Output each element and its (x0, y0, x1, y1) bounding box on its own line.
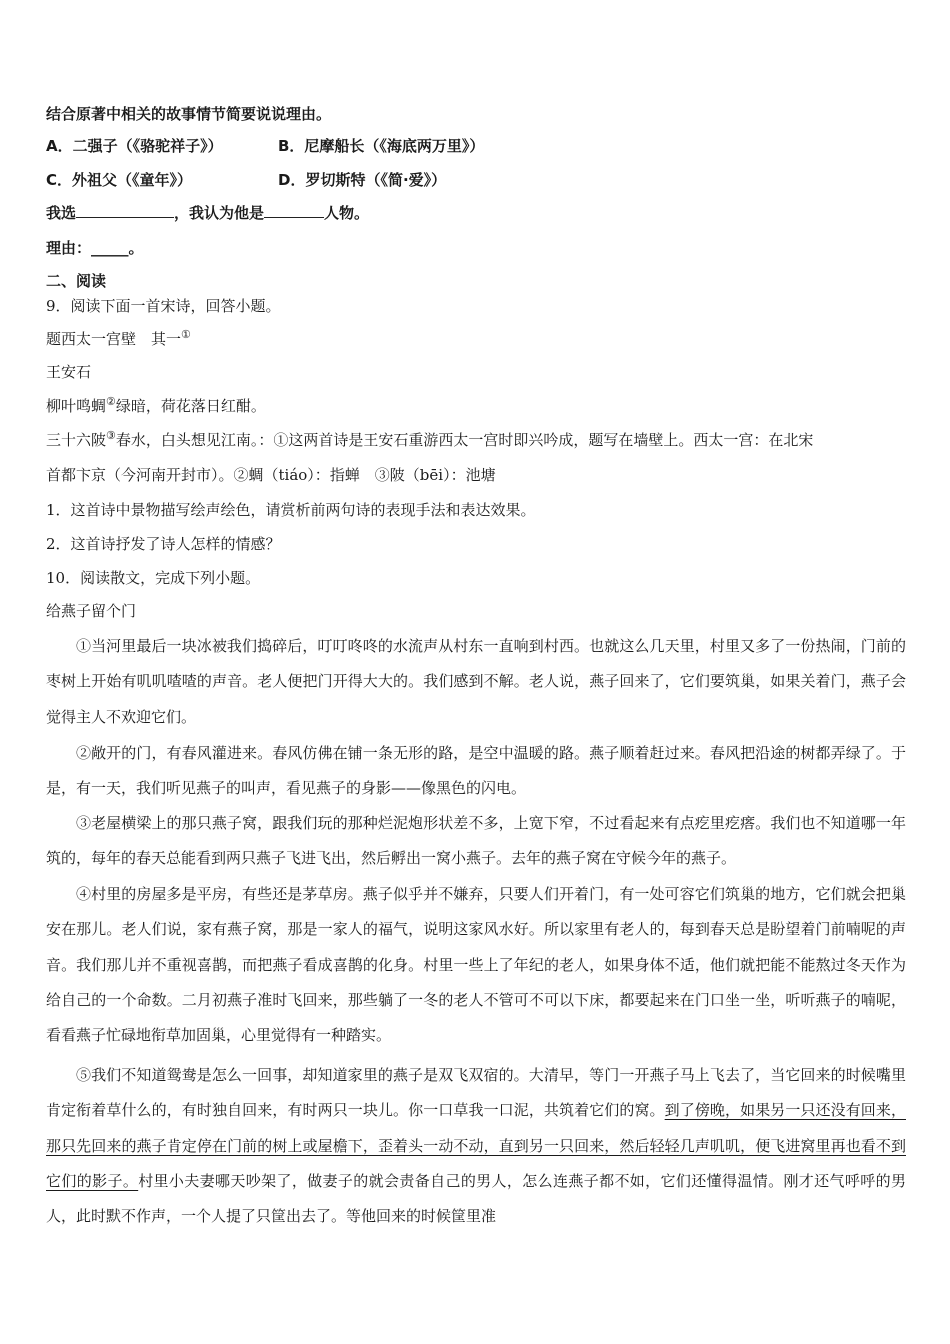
question-intro: 结合原著中相关的故事情节简要说说理由。 (46, 105, 332, 123)
poem-line-1-b: 绿暗，荷花落日红酣。 (115, 397, 266, 415)
options-row-1 (46, 136, 484, 156)
reason-suffix: 。 (128, 239, 144, 257)
poem-line-2-a: 三十六陂 (46, 431, 107, 449)
poem-author: 王安石 (46, 363, 92, 381)
answer-blank-choice[interactable] (76, 203, 174, 218)
poem-title-text: 题西太一宫壁 其一 (46, 330, 182, 348)
choose-suffix: 人物。 (324, 204, 370, 222)
option-b: B．尼摩船长（《海底两万里》） (278, 137, 485, 155)
poem-line-1-a: 柳叶鸣蜩 (46, 397, 107, 415)
question-9: 9．阅读下面一首宋诗，回答小题。 (46, 297, 281, 315)
question-10: 10．阅读散文，完成下列小题。 (46, 569, 261, 587)
poem-line-2-b: 春水，白头想见江南。：①这两首诗是王安石重游西太一宫时即兴吟成，题写在墙壁上。西太一宫：在北宋 (115, 431, 814, 449)
essay-paragraph-3: ③老屋横梁上的那只燕子窝，跟我们玩的那种烂泥炮形状差不多，上宽下窄，不过看起来有点疙里疙瘩。我们也不知道哪一年筑的，每年的春天总能看到两只燕子飞进飞出，然后孵出一窝小燕子。去年的燕子窝在守候今年的燕子。 (46, 814, 906, 868)
options-row-2 (46, 170, 446, 190)
choose-line (46, 203, 369, 223)
essay-paragraph-4: ④村里的房屋多是平房，有些还是茅草房。燕子似乎并不嫌弃，只要人们开着门，有一处可容它们筑巢的地方，它们就会把巢安在那儿。老人们说，家有燕子窝，那是一家人的福气，说明这家风水好。所以家里有老人的，每到春天总是盼望着门前喃呢的声音。我们那儿并不重视喜鹊，而把燕子看成喜鹊的化身。村里一些上了年纪的老人，如果身体不适，他们就把能不能熬过冬天作为给自己的一个命数。二月初燕子准时飞回来，那些躺了一冬的老人不管可不可以下床，都要起来在门口坐一坐，听听燕子的喃呢，看看燕子忙碌地衔草加固巢，心里觉得有一种踏实。 (46, 885, 906, 1045)
answer-blank-reason[interactable]: _____ (91, 239, 129, 257)
essay-paragraph-5 (46, 1058, 906, 1234)
poem-title (46, 329, 191, 349)
sub-question-1: 1．这首诗中景物描写绘声绘色，请赏析前两句诗的表现手法和表达效果。 (46, 501, 536, 519)
poem-line-2 (46, 430, 813, 450)
section-heading: 二、阅读 (46, 272, 107, 290)
essay-paragraph-5-b: 村里小夫妻哪天吵架了，做妻子的就会责备自己的男人，怎么连燕子都不如，它们还懂得温情。刚才还气呼呼的男人，此时默不作声，一个人提了只筐出去了。等他回来的时候筐里准 (46, 1171, 906, 1226)
option-c: C．外祖父（《童年》） (46, 171, 193, 189)
choose-prefix: 我选 (46, 204, 77, 222)
essay-paragraph-1: ①当河里最后一块冰被我们捣碎后，叮叮咚咚的水流声从村东一直响到村西。也就这么几天里，村里又多了一份热闹，门前的枣树上开始有叽叽喳喳的声音。老人便把门开得大大的。我们感到不解。老人说，燕子回来了，它们要筑巢，如果关着门，燕子会觉得主人不欢迎它们。 (46, 637, 906, 726)
essay-title: 给燕子留个门 (46, 602, 137, 620)
poem-line-1 (46, 396, 266, 416)
poem-title-note: ① (181, 328, 191, 341)
option-d: D．罗切斯特（《简·爱》） (278, 171, 447, 189)
poem-notes: 首都卞京（今河南开封市）。②蜩（tiáo）：指蝉 ③陂（bēi）：池塘 (46, 466, 496, 484)
reason-prefix: 理由： (46, 239, 92, 257)
option-a: A．二强子（《骆驼祥子》） (46, 137, 223, 155)
poem-line-1-note: ② (106, 395, 116, 408)
answer-blank-type[interactable] (264, 203, 324, 218)
reason-line (46, 238, 144, 258)
essay-paragraph-5-a: ⑤我们不知道鸳鸯是怎么一回事，却知道家里的燕子是双飞双宿的。大清早，等门一开燕子马上飞去了，当它回来的时候嘴里肯定衔着草什么的，有时独自回来，有时两只一块儿。你一口草我一口泥，共筑着它们的窝。 (46, 1066, 906, 1120)
essay-paragraph-5-underlined: 到了傍晚，如果另一只还没有回来，那只先回来的燕子肯定停在门前的树上或屋檐下，歪着头一动不动，直到另一只回来，然后轻轻几声叽叽，便飞进窝里再也看不到它们的影子。 (46, 1101, 906, 1190)
choose-middle: ，我认为他是 (174, 204, 265, 222)
poem-line-2-note: ③ (106, 429, 116, 442)
essay-paragraph-2: ②敞开的门，有春风灌进来。春风仿佛在铺一条无形的路，是空中温暖的路。燕子顺着赶过来。春风把沿途的树都弄绿了。于是，有一天，我们听见燕子的叫声，看见燕子的身影——像黑色的闪电。 (46, 744, 906, 798)
sub-question-2: 2．这首诗抒发了诗人怎样的情感？ (46, 535, 281, 553)
